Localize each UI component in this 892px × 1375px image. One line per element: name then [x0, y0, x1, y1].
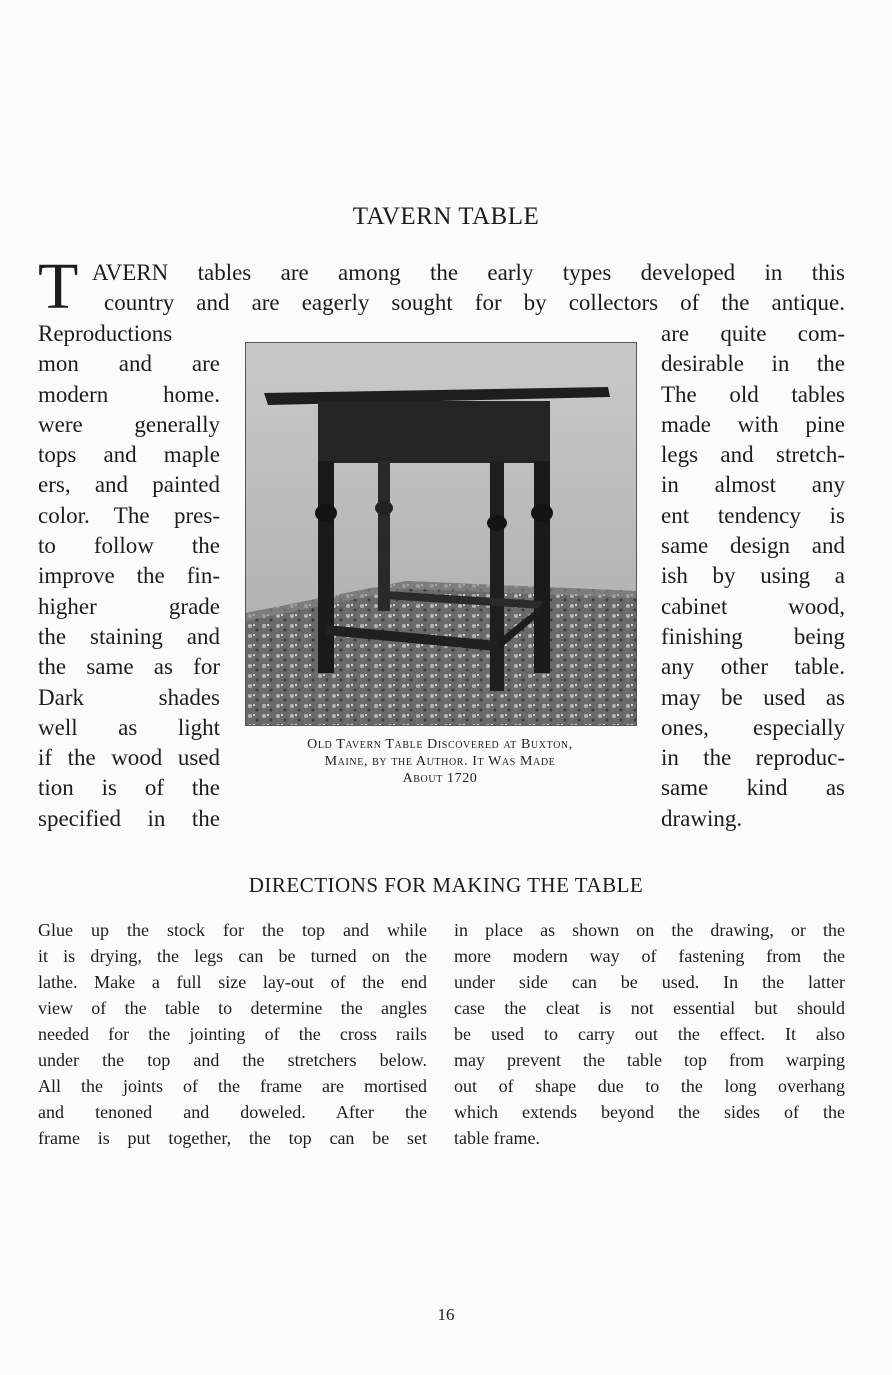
caption-line-2: Maine, by the Author. It Was Made: [324, 754, 556, 769]
text-line: to follow the: [38, 533, 220, 559]
text-line: mon and are: [38, 351, 220, 377]
text-line: view of the table to determine the angles: [38, 998, 427, 1018]
text-line: improve the fin-: [38, 563, 220, 589]
section-heading: DIRECTIONS FOR MAKING THE TABLE: [248, 873, 644, 897]
text-line: color. The pres-: [38, 502, 220, 528]
text-line: under side can be used. In the latter: [454, 972, 845, 992]
directions-left-column: [38, 917, 427, 1151]
intro-line-1: AVERN tables are among the early types developed in this: [92, 260, 845, 285]
text-line: All the joints of the frame are mortised: [38, 1076, 427, 1096]
text-line: out of shape due to the long overhang: [454, 1076, 845, 1096]
text-line: tion is of the: [38, 775, 220, 801]
text-line: under the top and the stretchers below.: [38, 1050, 427, 1070]
text-line: Glue up the stock for the top and while: [38, 920, 427, 940]
text-line: cabinet wood,: [661, 593, 845, 619]
tavern-table-photo: [245, 342, 637, 726]
text-line: same design and: [661, 533, 845, 559]
text-line: the same as for: [38, 654, 220, 680]
page-number: 16: [437, 1305, 455, 1324]
page-title: TAVERN TABLE: [352, 203, 540, 230]
text-line: ent tendency is: [661, 502, 845, 528]
table-photo-image: [246, 343, 636, 725]
text-line: finishing being: [661, 623, 845, 649]
photo-caption: [240, 736, 640, 787]
text-line: needed for the jointing of the cross rails: [38, 1024, 427, 1044]
right-text-column: [661, 319, 845, 834]
text-line: ish by using a: [661, 563, 845, 589]
text-line: in almost any: [661, 472, 845, 498]
text-line: desirable in the: [661, 351, 845, 377]
text-line: in place as shown on the drawing, or the: [454, 920, 845, 940]
caption-line-3: About 1720: [402, 771, 478, 786]
text-line: ones, especially: [661, 714, 845, 740]
text-line: Reproductions: [38, 321, 173, 346]
text-line: if the wood used: [38, 745, 220, 771]
drop-cap: T: [38, 250, 79, 323]
text-line: made with pine: [661, 411, 845, 437]
text-line: any other table.: [661, 654, 845, 680]
text-line: and tenoned and doweled. After the: [38, 1102, 427, 1122]
text-line: higher grade: [38, 593, 220, 619]
text-line: the staining and: [38, 623, 220, 649]
text-line: may prevent the table top from warping: [454, 1050, 845, 1070]
text-line: table frame.: [454, 1128, 540, 1148]
text-line: modern home.: [38, 381, 220, 407]
text-line: may be used as: [661, 684, 845, 710]
text-line: case the cleat is not essential but should: [454, 998, 845, 1018]
text-line: it is drying, the legs can be turned on the: [38, 946, 427, 966]
text-line: tops and maple: [38, 442, 220, 468]
text-line: in the reproduc-: [661, 745, 845, 771]
text-line: more modern way of fastening from the: [454, 946, 845, 966]
text-line: be used to carry out the effect. It also: [454, 1024, 845, 1044]
text-line: frame is put together, the top can be set: [38, 1128, 427, 1148]
directions-right-column: [454, 917, 845, 1151]
text-line: lathe. Make a full size lay-out of the end: [38, 972, 427, 992]
text-line: same kind as: [661, 775, 845, 801]
intro-line-2: country and are eagerly sought for by collectors of the antique.: [104, 290, 845, 315]
text-line: ers, and painted: [38, 472, 220, 498]
text-line: The old tables: [661, 381, 845, 407]
text-line: well as light: [38, 714, 220, 740]
text-line: were generally: [38, 411, 220, 437]
caption-line-1: Old Tavern Table Discovered at Buxton,: [307, 737, 573, 752]
text-line: are quite com-: [661, 321, 845, 346]
text-line: specified in the: [38, 805, 220, 831]
text-line: which extends beyond the sides of the: [454, 1102, 845, 1122]
text-line: Dark shades: [38, 684, 220, 710]
text-line: legs and stretch-: [661, 442, 845, 468]
text-line: drawing.: [661, 805, 743, 831]
left-text-column: [38, 319, 220, 834]
